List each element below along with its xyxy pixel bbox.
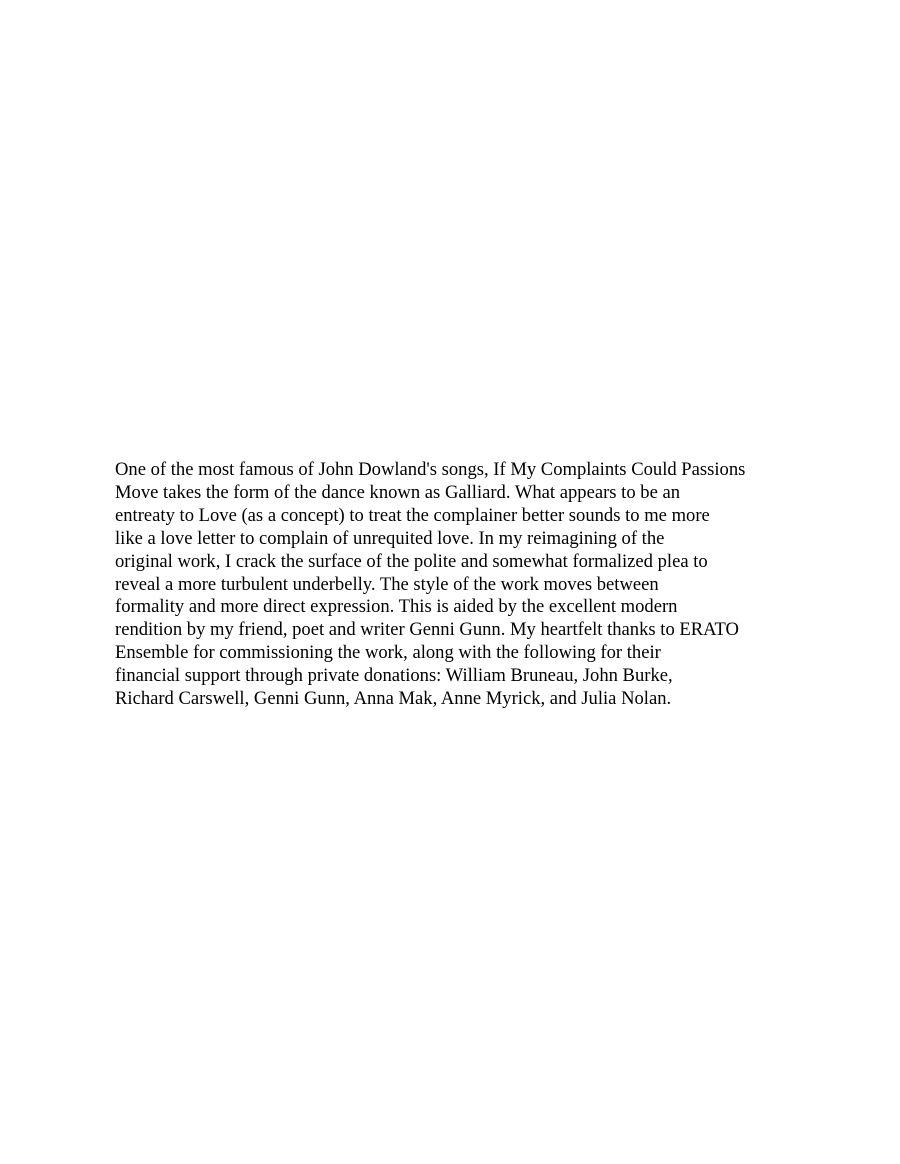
paragraph-line: like a love letter to complain of unrequited love. In my reimagining of the [115, 527, 665, 549]
paragraph-line: original work, I crack the surface of the polite and somewhat formalized plea to [115, 550, 708, 572]
paragraph-line: Richard Carswell, Genni Gunn, Anna Mak, Anne Myrick, and Julia Nolan. [115, 688, 672, 710]
paragraph-line: financial support through private donations: William Bruneau, John Burke, [115, 665, 673, 687]
paragraph-line: One of the most famous of John Dowland's songs, If My Complaints Could Passions [115, 459, 746, 480]
paragraph-line: formality and more direct expression. This is aided by the excellent modern [115, 596, 678, 618]
paragraph-line: reveal a more turbulent underbelly. The style of the work moves between [115, 573, 659, 595]
paragraph-line: rendition by my friend, poet and writer Genni Gunn. My heartfelt thanks to ERATO [115, 619, 739, 641]
paragraph-line: Ensemble for commissioning the work, along with the following for their [115, 642, 661, 664]
paragraph-line: Move takes the form of the dance known as Galliard. What appears to be an [115, 481, 681, 503]
paragraph-line: entreaty to Love (as a concept) to treat the complainer better sounds to me more [115, 504, 710, 526]
program-note-paragraph [115, 459, 815, 711]
